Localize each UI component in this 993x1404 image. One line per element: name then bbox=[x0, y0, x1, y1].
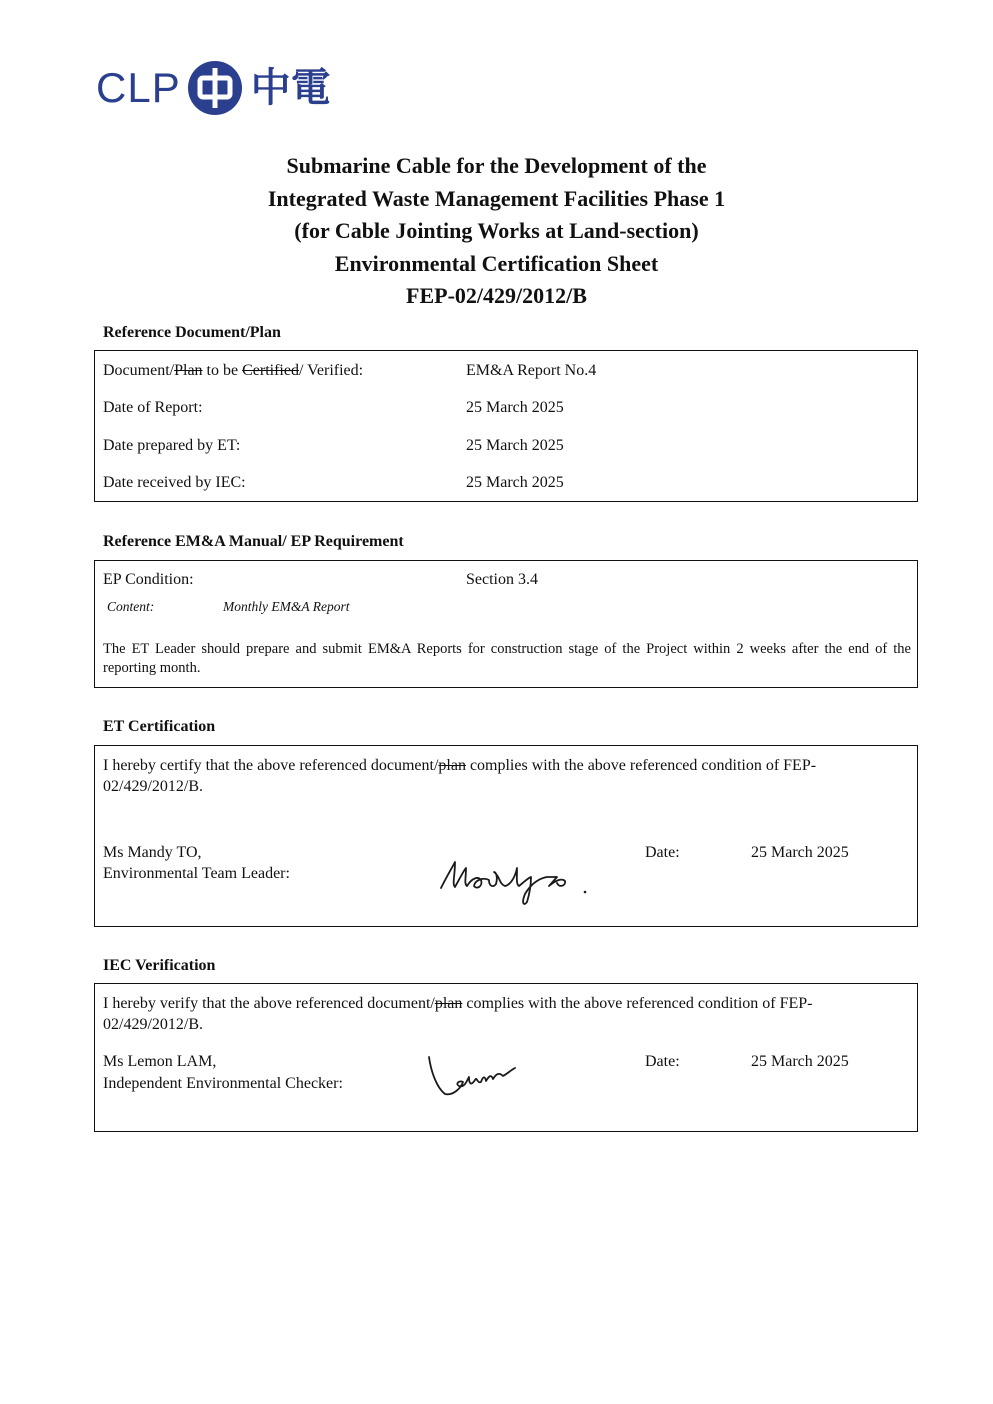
title-line-2: Integrated Waste Management Facilities Phase 1 bbox=[267, 185, 726, 211]
iec-role: Independent Environmental Checker: bbox=[103, 1075, 343, 1092]
iec-date-value: 25 March 2025 bbox=[751, 1053, 849, 1070]
iec-statement bbox=[103, 994, 903, 1035]
et-date-value: 25 March 2025 bbox=[751, 844, 849, 861]
title-line-1: Submarine Cable for the Development of the bbox=[286, 153, 707, 178]
iec-verification-heading: IEC Verification bbox=[103, 957, 216, 974]
logo-latin-text: CLP bbox=[96, 64, 181, 111]
iec-name: Ms Lemon LAM, bbox=[103, 1053, 217, 1070]
content-value: Monthly EM&A Report bbox=[223, 599, 350, 614]
title-line-5: FEP-02/429/2012/B bbox=[406, 283, 587, 308]
et-role: Environmental Team Leader: bbox=[103, 865, 290, 882]
et-certification-box bbox=[94, 745, 918, 927]
title-line-3: (for Cable Jointing Works at Land-section) bbox=[294, 218, 699, 243]
reference-document-box bbox=[94, 350, 918, 502]
date-of-report-value: 25 March 2025 bbox=[466, 399, 564, 416]
et-name: Ms Mandy TO, bbox=[103, 844, 202, 861]
document-label bbox=[103, 361, 363, 381]
reference-manual-heading: Reference EM&A Manual/ EP Requirement bbox=[103, 533, 404, 550]
struck-certified-text: Certified bbox=[242, 362, 299, 379]
et-statement-part: complies with the above referenced condition of FEP-02/429/2012/B. bbox=[103, 757, 817, 795]
ep-condition-label: EP Condition: bbox=[103, 571, 194, 588]
iec-verification-box bbox=[94, 983, 918, 1132]
clp-emblem-icon bbox=[187, 60, 243, 116]
et-certification-heading: ET Certification bbox=[103, 718, 216, 735]
content-label: Content: bbox=[107, 599, 155, 614]
struck-plan-text: plan bbox=[434, 995, 463, 1012]
et-statement-part: I hereby certify that the above referenced document/ bbox=[103, 757, 439, 774]
clp-logo bbox=[96, 58, 331, 118]
document-label-part: Document/ bbox=[103, 362, 175, 379]
document-value: EM&A Report No.4 bbox=[466, 362, 597, 379]
et-signature-image bbox=[433, 850, 598, 910]
logo-cjk-text: 中電 bbox=[250, 65, 331, 111]
date-received-value: 25 March 2025 bbox=[466, 474, 564, 491]
et-date-label: Date: bbox=[645, 844, 680, 861]
reference-document-heading: Reference Document/Plan bbox=[103, 324, 281, 341]
reference-manual-box bbox=[94, 560, 918, 688]
requirement-text: The ET Leader should prepare and submit EM&A Reports for construction stage of the Project within 2 weeks after the end of the reporting month. bbox=[103, 641, 911, 676]
document-label-part: / Verified: bbox=[298, 362, 364, 379]
iec-date-label: Date: bbox=[645, 1053, 680, 1070]
iec-statement-part: I hereby verify that the above referenced document/ bbox=[103, 995, 435, 1012]
document-label-part: to be bbox=[202, 362, 243, 379]
title-line-4: Environmental Certification Sheet bbox=[334, 250, 659, 276]
ep-condition-value: Section 3.4 bbox=[466, 571, 538, 588]
iec-statement-part: complies with the above referenced condition of FEP-02/429/2012/B. bbox=[103, 995, 813, 1033]
struck-plan-text: Plan bbox=[174, 362, 203, 379]
struck-plan-text: plan bbox=[438, 757, 466, 774]
document-title bbox=[0, 150, 993, 313]
date-of-report-label: Date of Report: bbox=[103, 399, 203, 416]
date-received-label: Date received by IEC: bbox=[103, 474, 246, 491]
date-prepared-label: Date prepared by ET: bbox=[103, 437, 241, 454]
iec-signature-image bbox=[423, 1052, 523, 1100]
et-statement bbox=[103, 756, 903, 797]
date-prepared-value: 25 March 2025 bbox=[466, 437, 564, 454]
